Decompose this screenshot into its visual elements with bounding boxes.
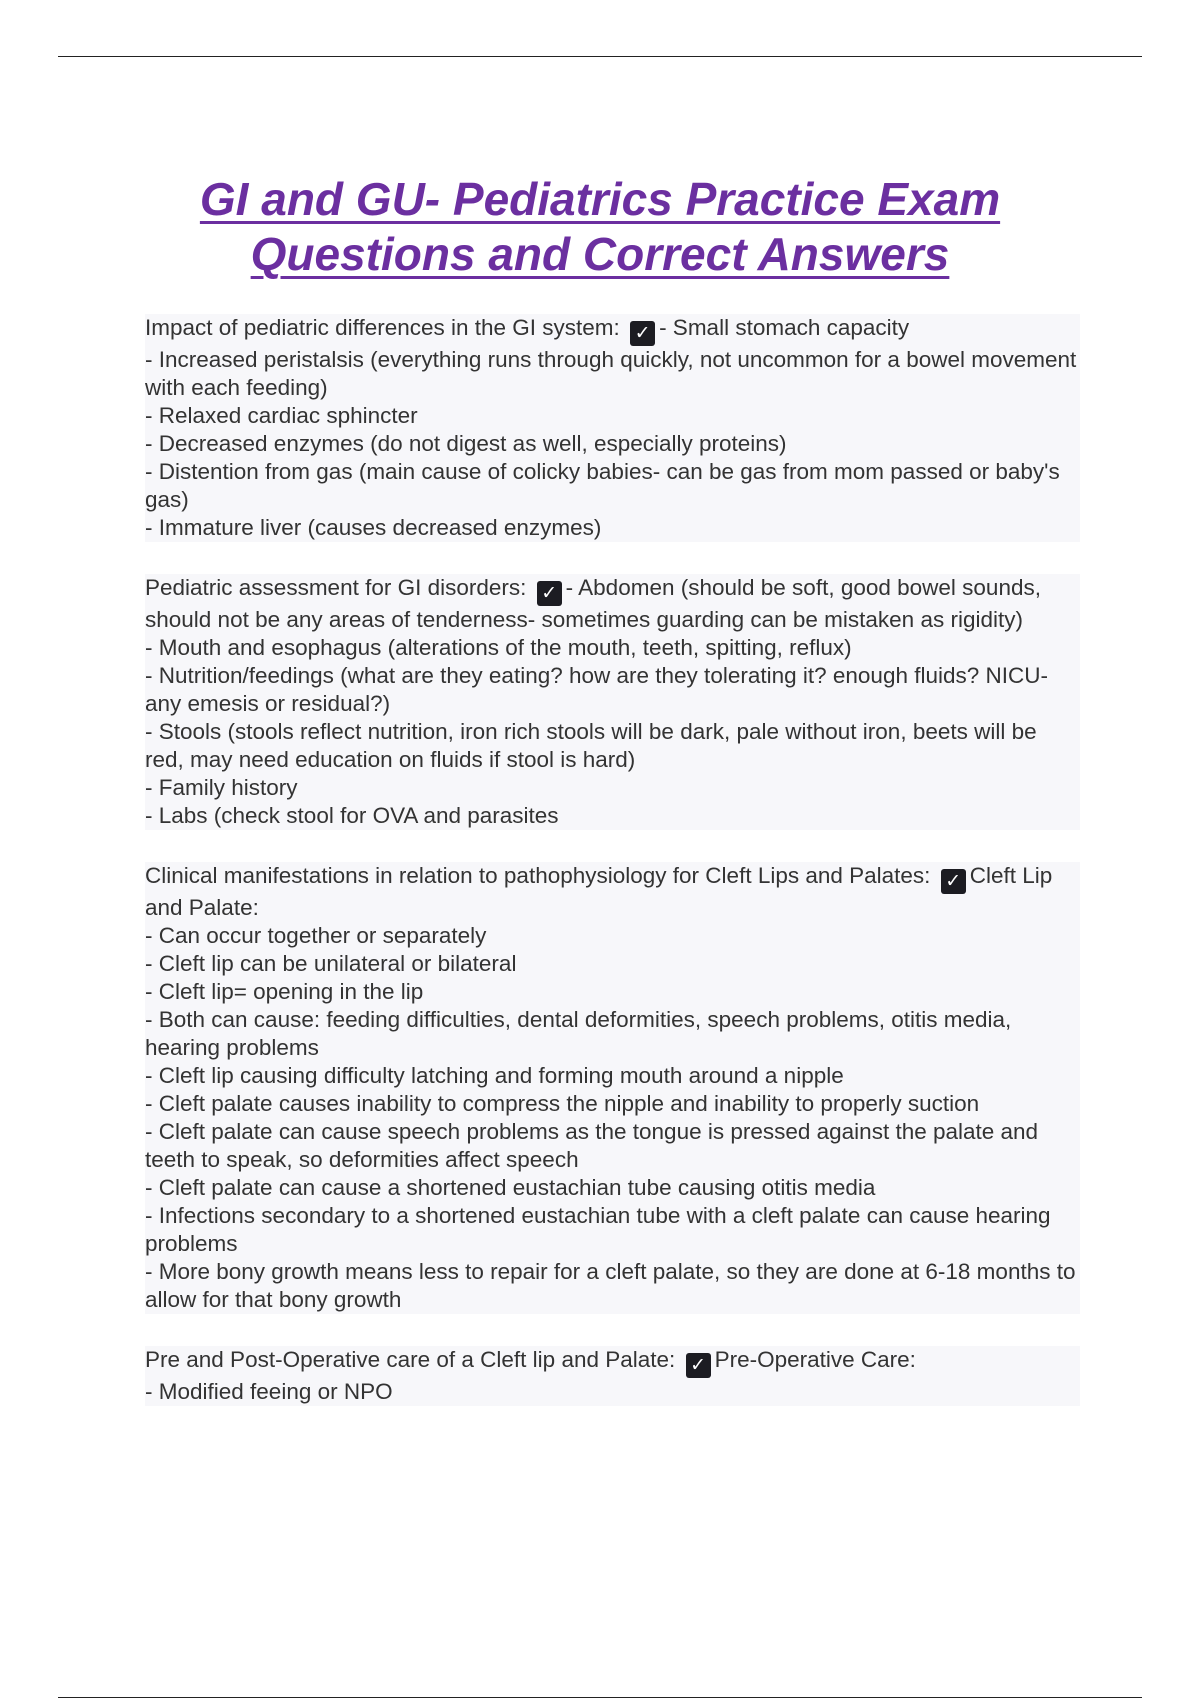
title-line-1: GI and GU- Pediatrics Practice Exam xyxy=(199,173,1001,225)
question-text: Pediatric assessment for GI disorders: xyxy=(145,575,527,600)
question-text: Impact of pediatric differences in the GI system: xyxy=(145,315,620,340)
qa-first-line xyxy=(145,574,1080,634)
answer-line: - Both can cause: feeding difficulties, dental deformities, speech problems, otitis media, hearing problems xyxy=(145,1007,1012,1060)
qa-item xyxy=(145,1346,1080,1406)
answer-line: - Labs (check stool for OVA and parasites xyxy=(145,803,559,828)
answer-line: - Stools (stools reflect nutrition, iron rich stools will be dark, pale without iron, beets will be red, may need education on fluids if stool is hard) xyxy=(145,719,1037,772)
footer-rule xyxy=(58,1697,1142,1698)
answer-line: - Increased peristalsis (everything runs through quickly, not uncommon for a bowel movement with each feeding) xyxy=(145,347,1077,400)
answer-line: - Cleft lip can be unilateral or bilateral xyxy=(145,951,517,976)
qa-list xyxy=(145,314,1080,1438)
qa-item xyxy=(145,314,1080,542)
qa-item xyxy=(145,862,1080,1314)
qa-first-line xyxy=(145,314,1080,346)
answer-text: - Small stomach capacity xyxy=(659,315,910,340)
answer-line: - Immature liver (causes decreased enzymes) xyxy=(145,515,602,540)
question-text: Pre and Post-Operative care of a Cleft lip and Palate: xyxy=(145,1347,676,1372)
answer-line: - Distention from gas (main cause of colicky babies- can be gas from mom passed or baby's gas) xyxy=(145,459,1060,512)
answer-line: - Can occur together or separately xyxy=(145,923,487,948)
check-box-icon: ✓ xyxy=(686,1353,711,1378)
qa-item xyxy=(145,574,1080,830)
answer-line: - Nutrition/feedings (what are they eating? how are they tolerating it? enough fluids? NICU- any emesis or residual?) xyxy=(145,663,1048,716)
answer-line: - Cleft lip= opening in the lip xyxy=(145,979,424,1004)
page-title xyxy=(0,172,1200,282)
answer-line: - Relaxed cardiac sphincter xyxy=(145,403,418,428)
answer-line: - Cleft palate can cause speech problems as the tongue is pressed against the palate and teeth to speak, so deformities affect speech xyxy=(145,1119,1039,1172)
answer-line: - Decreased enzymes (do not digest as well, especially proteins) xyxy=(145,431,787,456)
answer-line: - Cleft palate can cause a shortened eustachian tube causing otitis media xyxy=(145,1175,876,1200)
check-box-icon: ✓ xyxy=(941,869,966,894)
answer-text: - Abdomen (should be soft, good bowel sounds, should not be any areas of tenderness- sometimes guarding can be mistaken as rigidity) xyxy=(145,575,1041,632)
answer-line: - Infections secondary to a shortened eustachian tube with a cleft palate can cause hearing problems xyxy=(145,1203,1051,1256)
answer-line: - Cleft lip causing difficulty latching and forming mouth around a nipple xyxy=(145,1063,844,1088)
qa-first-line xyxy=(145,1346,1080,1378)
question-text: Clinical manifestations in relation to pathophysiology for Cleft Lips and Palates: xyxy=(145,863,931,888)
answer-line: - Modified feeing or NPO xyxy=(145,1379,393,1404)
answer-line: - Family history xyxy=(145,775,298,800)
qa-first-line xyxy=(145,862,1080,922)
answer-text: Cleft Lip and Palate: xyxy=(145,863,1053,920)
answer-line: - More bony growth means less to repair for a cleft palate, so they are done at 6-18 months to allow for that bony growth xyxy=(145,1259,1076,1312)
answer-line: - Mouth and esophagus (alterations of the mouth, teeth, spitting, reflux) xyxy=(145,635,852,660)
answer-line: - Cleft palate causes inability to compress the nipple and inability to properly suction xyxy=(145,1091,980,1116)
header-rule xyxy=(58,56,1142,57)
check-box-icon: ✓ xyxy=(537,581,562,606)
title-line-2: Questions and Correct Answers xyxy=(250,228,950,280)
answer-text: Pre-Operative Care: xyxy=(714,1347,916,1372)
check-box-icon: ✓ xyxy=(630,321,655,346)
